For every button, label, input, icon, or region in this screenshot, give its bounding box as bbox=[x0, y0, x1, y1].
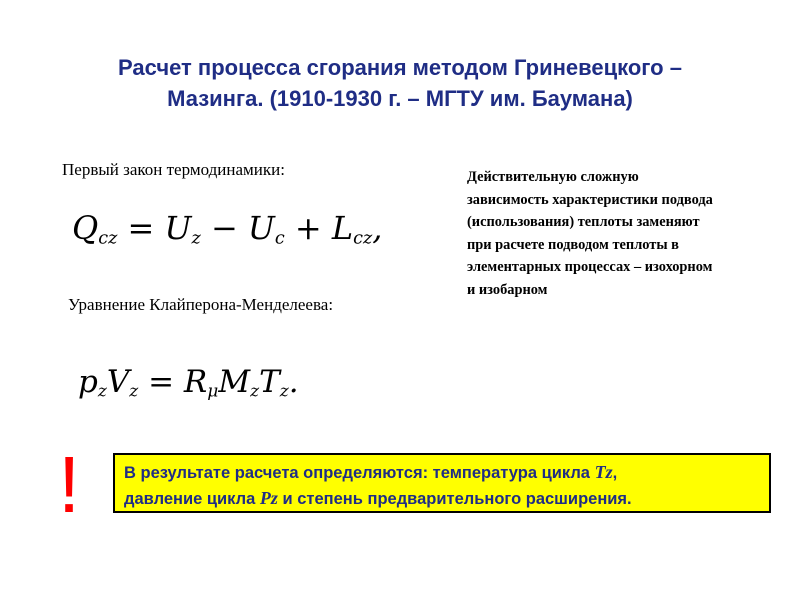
equals-sign: = bbox=[138, 364, 184, 400]
heat-supply-note bbox=[467, 166, 787, 301]
energy-z-symbol: U bbox=[164, 209, 192, 247]
first-law-formula bbox=[72, 209, 382, 248]
note-line: зависимость характеристики подвода bbox=[467, 191, 713, 208]
result-line-1-end: , bbox=[612, 464, 618, 482]
clapeyron-label: Уравнение Клайперона-Менделеева: bbox=[68, 295, 334, 314]
volume-symbol: V bbox=[106, 364, 130, 400]
formula-comma: , bbox=[372, 209, 383, 247]
volume-subscript: z bbox=[129, 381, 139, 402]
heat-symbol: Q bbox=[72, 209, 99, 247]
slide-title bbox=[40, 52, 760, 114]
gas-constant-symbol: R bbox=[183, 364, 208, 400]
title-line-2: Мазинга. (1910-1930 г. – МГТУ им. Баумана) bbox=[167, 86, 633, 111]
formula-period: . bbox=[288, 364, 299, 400]
gas-constant-subscript: μ bbox=[207, 381, 219, 402]
first-law-label: Первый закон термодинамики: bbox=[62, 160, 285, 179]
result-line-1-text: В результате расчета определяются: температура цикла bbox=[124, 464, 595, 482]
note-line: Действительную сложную bbox=[467, 169, 639, 185]
note-line: (использования) теплоты заменяют bbox=[467, 214, 700, 230]
note-line: и изобарном bbox=[467, 281, 548, 298]
result-box bbox=[113, 453, 771, 513]
plus-sign: + bbox=[284, 209, 332, 247]
clapeyron-formula bbox=[78, 364, 299, 401]
cycle-pressure-var: Pz bbox=[259, 488, 278, 508]
cycle-temperature-var: Tz bbox=[594, 462, 613, 482]
title-line-1: Расчет процесса сгорания методом Гриневецкого – bbox=[118, 55, 682, 80]
energy-z-subscript: z bbox=[191, 228, 201, 249]
moles-symbol: M bbox=[218, 364, 251, 400]
result-line-2-start: давление цикла bbox=[124, 490, 260, 508]
pressure-subscript: z bbox=[97, 381, 107, 402]
note-line: элементарных процессах – изохорном bbox=[467, 259, 713, 275]
heat-subscript: cz bbox=[98, 228, 118, 249]
result-line-1 bbox=[124, 460, 761, 486]
energy-c-subscript: c bbox=[274, 228, 285, 249]
note-line: при расчете подводом теплоты в bbox=[467, 236, 679, 253]
temperature-subscript: z bbox=[279, 381, 289, 402]
exclamation-mark: ! bbox=[58, 440, 81, 529]
equals-sign: = bbox=[117, 209, 165, 247]
minus-sign: − bbox=[200, 209, 248, 247]
result-line-2-text: и степень предварительного расширения. bbox=[277, 490, 632, 508]
work-subscript: cz bbox=[353, 228, 373, 249]
temperature-symbol: T bbox=[259, 364, 280, 400]
result-line-2 bbox=[124, 486, 761, 512]
pressure-symbol: p bbox=[78, 364, 98, 400]
moles-subscript: z bbox=[250, 381, 260, 402]
work-symbol: L bbox=[331, 209, 354, 247]
energy-c-symbol: U bbox=[247, 209, 275, 247]
